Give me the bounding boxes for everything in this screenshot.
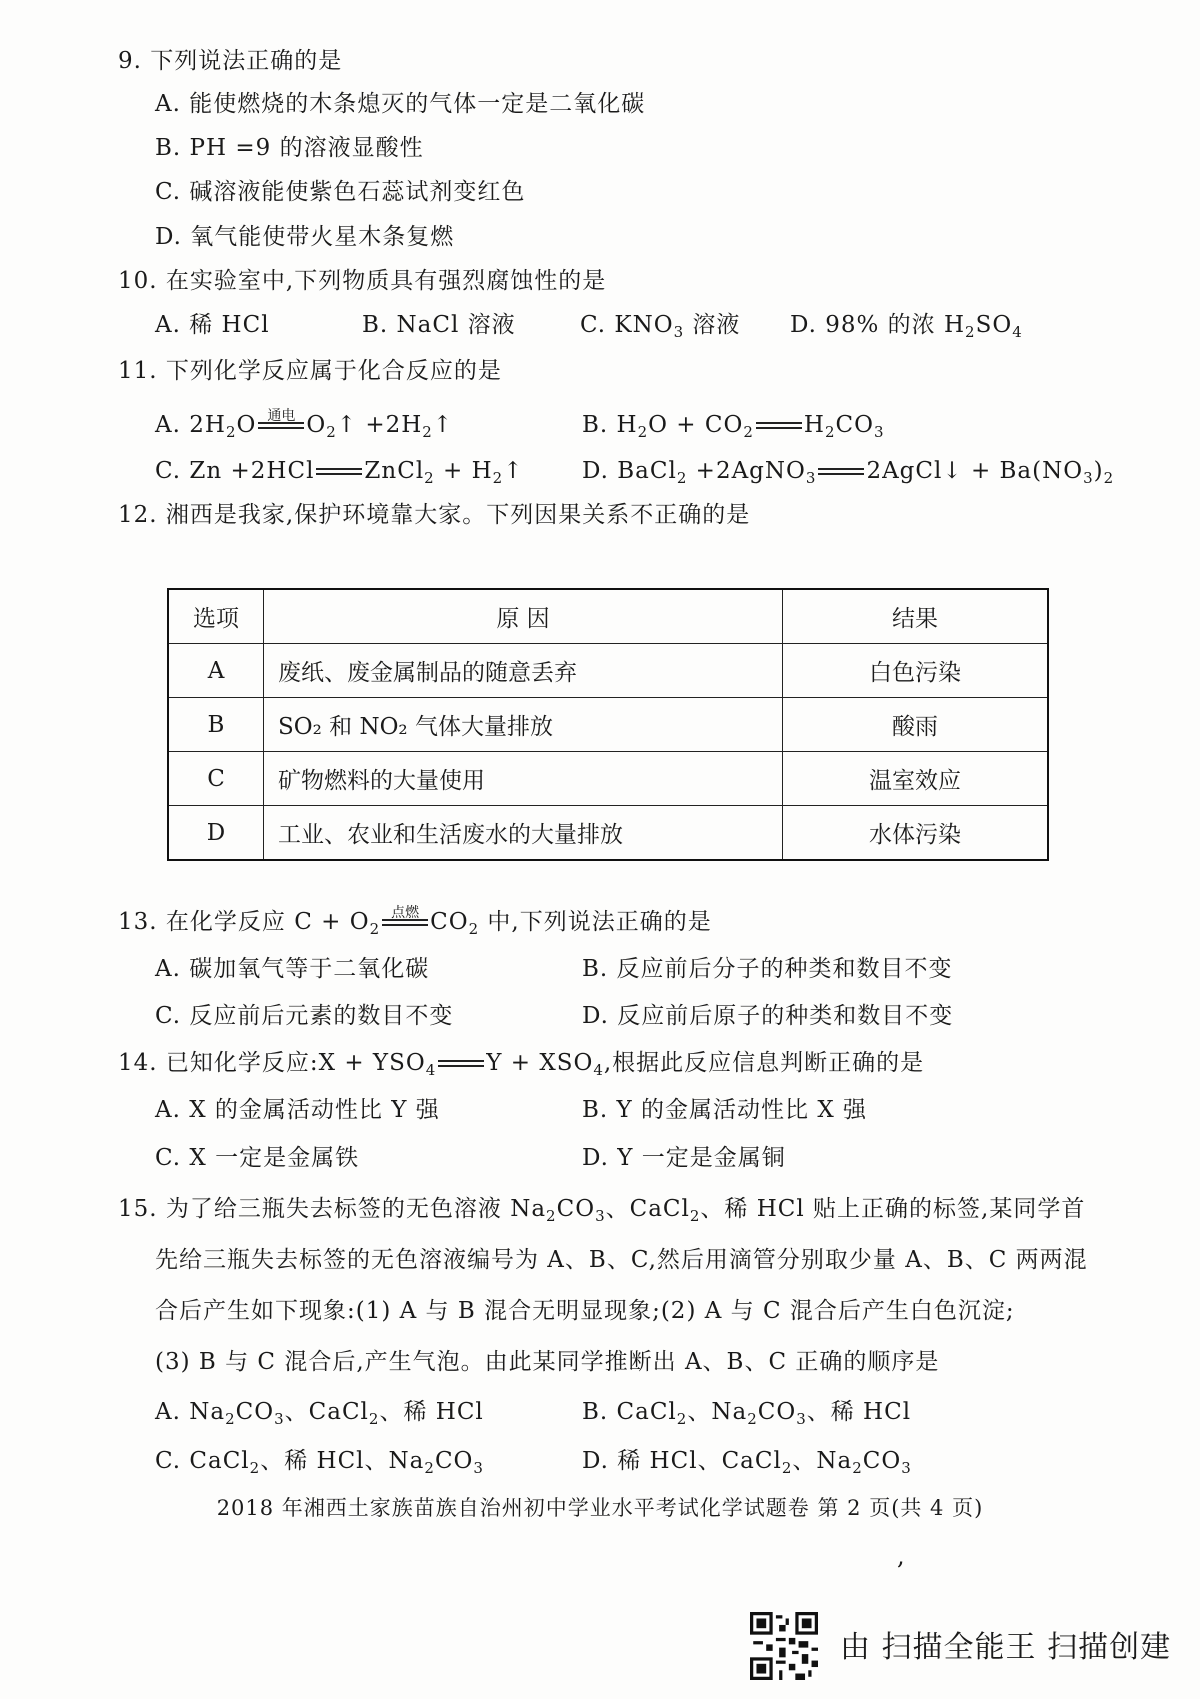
question-14-stem: 14. 已知化学反应:X + $YSO_4$ $Y + XSO_4$,根据此反应信息判断正确的是 [118,1050,925,1079]
page-footer: 2018 年湘西土家族苗族自治州初中学业水平考试化学试题卷 第 2 页(共 4 页) [216,1496,984,1520]
q11-option-c: C. Zn +2HCl ZnCl$_2$ + $H_2↑$ [155,458,524,487]
question-15-line-4: (3) B 与 C 混合后,产生气泡。由此某同学推断出 A、B、C 正确的顺序是 [155,1349,940,1375]
stray-mark: , [897,1542,905,1570]
table-header-row [168,589,1048,644]
q9-option-c: C. 碱溶液能使紫色石蕊试剂变红色 [155,179,526,205]
q9-option-a: A. 能使燃烧的木条熄灭的气体一定是二氧化碳 [155,91,646,117]
q14-option-a: A. X 的金属活动性比 Y 强 [155,1097,440,1123]
row-result: 白色污染 [783,644,1049,698]
q13-option-b: B. 反应前后分子的种类和数目不变 [582,956,953,982]
header-option: 选项 [168,589,264,644]
row-result: 温室效应 [783,752,1049,806]
question-13-stem: 13. 在化学反应 $C + O_2$ 点燃 $CO_2$ 中,下列说法正确的是 [118,905,712,938]
q13-option-a: A. 碳加氧气等于二氧化碳 [155,956,430,982]
row-cause: SO₂ 和 NO₂ 气体大量排放 [264,698,783,752]
reaction-equals-sign [818,465,864,479]
row-option: D [168,806,264,861]
q14-option-b: B. Y 的金属活动性比 X 强 [582,1097,868,1123]
reaction-equals-sign [316,465,362,479]
q15-option-c: C. CaCl$_2$、稀 HCl、$Na_2CO_3$ [155,1448,484,1477]
reaction-equals-sign [438,1057,484,1071]
table-row [168,698,1048,752]
question-11-stem: 11. 下列化学反应属于化合反应的是 [118,358,502,384]
q10-option-c: C. $KNO_3$ 溶液 [580,312,741,341]
q15-option-d: D. 稀 HCl、CaCl$_2$、$Na_2CO_3$ [582,1448,912,1477]
question-10-stem: 10. 在实验室中,下列物质具有强烈腐蚀性的是 [118,268,607,294]
row-cause: 工业、农业和生活废水的大量排放 [264,806,783,861]
reaction-equals-sign: 点燃 [382,916,428,930]
qr-code-icon [750,1612,818,1680]
q14-option-d: D. Y 一定是金属铜 [582,1145,786,1171]
row-result: 酸雨 [783,698,1049,752]
question-15-line-1: 15. 为了给三瓶失去标签的无色溶液 $Na_2CO_3$、CaCl$_2$、稀 HCl 贴上正确的标签,某同学首 [118,1196,1086,1225]
row-cause: 废纸、废金属制品的随意丢弃 [264,644,783,698]
row-option: C [168,752,264,806]
q11-option-b: B. $H_2O + CO_2$ $H_2CO_3$ [582,412,885,441]
q13-option-d: D. 反应前后原子的种类和数目不变 [582,1003,954,1029]
q13-option-c: C. 反应前后元素的数目不变 [155,1003,454,1029]
header-result: 结果 [783,589,1049,644]
q10-option-d: D. 98% 的浓 $H_2SO_4$ [790,312,1023,341]
row-result: 水体污染 [783,806,1049,861]
q15-option-a: A. $Na_2CO_3$、CaCl$_2$、稀 HCl [155,1399,484,1428]
row-cause: 矿物燃料的大量使用 [264,752,783,806]
q10-option-a: A. 稀 HCl [155,312,270,338]
q10-option-b: B. NaCl 溶液 [362,312,516,338]
question-15-line-2: 先给三瓶失去标签的无色溶液编号为 A、B、C,然后用滴管分别取少量 A、B、C 两两混 [155,1247,1088,1273]
q11-option-d: D. BaCl$_2$ +2AgNO$_3$ 2AgCl↓ + $Ba(NO_3)_2$ [582,458,1115,487]
row-option: B [168,698,264,752]
cause-effect-table [167,588,1049,861]
q15-option-b: B. CaCl$_2$、$Na_2CO_3$、稀 HCl [582,1399,912,1428]
table-row [168,806,1048,861]
header-cause: 原 因 [264,589,783,644]
table-row [168,644,1048,698]
question-15-line-3: 合后产生如下现象:(1) A 与 B 混合无明显现象;(2) A 与 C 混合后产生白色沉淀; [155,1298,1015,1324]
question-9-stem: 9. 下列说法正确的是 [118,48,343,74]
reaction-equals-sign: 通电 [258,419,304,433]
row-option: A [168,644,264,698]
q14-option-c: C. X 一定是金属铁 [155,1145,360,1171]
q9-option-b: B. PH =9 的溶液显酸性 [155,135,424,161]
scanner-watermark: 由 扫描全能王 扫描创建 [840,1630,1172,1665]
q11-option-a: A. $2H_2O$ 通电 $O_2↑$ $+2H_2↑$ [155,408,454,441]
question-12-stem: 12. 湘西是我家,保护环境靠大家。下列因果关系不正确的是 [118,502,751,528]
q9-option-d: D. 氧气能使带火星木条复燃 [155,224,455,250]
reaction-equals-sign [756,419,802,433]
table-row [168,752,1048,806]
